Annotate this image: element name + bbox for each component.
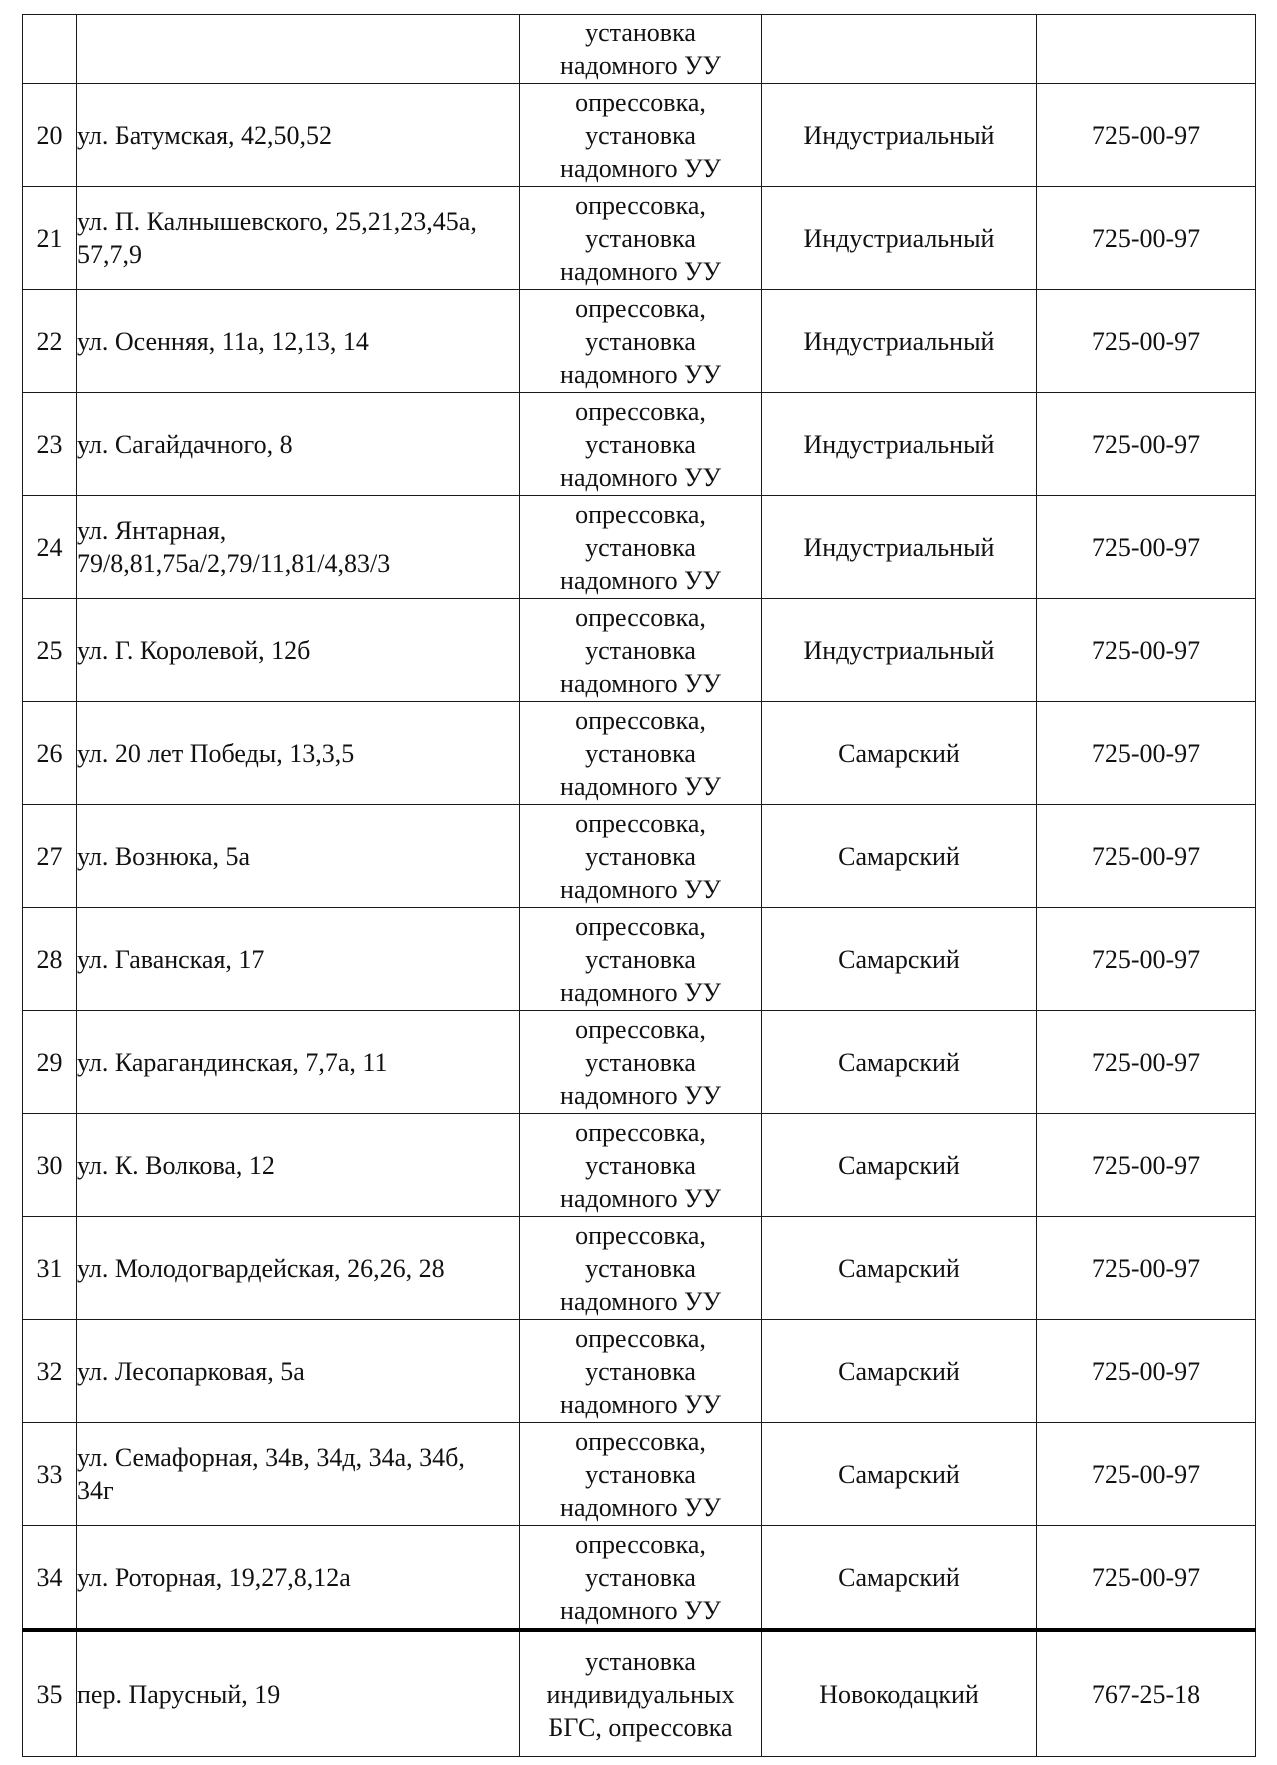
district-cell: [762, 805, 1037, 908]
address-line-1: ул. П. Калнышевского, 25,21,23,45а,: [77, 207, 477, 236]
row-number: 20: [36, 120, 63, 150]
phone: 725-00-97: [1091, 1562, 1201, 1592]
phone-cell: [1037, 84, 1256, 187]
district-cell: [762, 908, 1037, 1011]
work-type-cell: [520, 1526, 762, 1631]
phone-cell: [1037, 290, 1256, 393]
district: Самарский: [838, 1562, 960, 1592]
district-cell: [762, 393, 1037, 496]
work-line-1: опрессовка,: [575, 190, 706, 220]
work-type-cell: [520, 1630, 762, 1757]
row-number-cell: [23, 908, 77, 1011]
phone: 725-00-97: [1091, 1150, 1201, 1180]
row-number: 24: [36, 532, 63, 562]
work-type-cell: [520, 1423, 762, 1526]
table-row: [23, 1630, 1256, 1757]
work-line-2: установка: [585, 944, 696, 974]
work-line-1: опрессовка,: [575, 1426, 706, 1456]
work-line-2: надомного УУ: [560, 51, 721, 80]
address-line-2: 34г: [77, 1476, 114, 1505]
district-cell: [762, 1114, 1037, 1217]
district: Индустриальный: [803, 429, 995, 459]
address-cell: [77, 805, 520, 908]
phone-cell: [1037, 805, 1256, 908]
phone: 767-25-18: [1091, 1679, 1201, 1709]
phone: 725-00-97: [1091, 326, 1201, 356]
work-line-1: опрессовка,: [575, 1220, 706, 1250]
table-row: [23, 393, 1256, 496]
phone: 725-00-97: [1091, 738, 1201, 768]
work-line-1: опрессовка,: [575, 396, 706, 426]
work-line-1: установка: [585, 18, 696, 47]
work-line-1: опрессовка,: [575, 293, 706, 323]
work-type-cell: [520, 187, 762, 290]
work-line-2: установка: [585, 1150, 696, 1180]
address-cell: [77, 599, 520, 702]
phone-cell: [1037, 702, 1256, 805]
phone-cell: [1037, 187, 1256, 290]
work-line-2: установка: [585, 1562, 696, 1592]
district: Самарский: [838, 1459, 960, 1489]
row-number: 26: [36, 738, 63, 768]
work-type-cell: [520, 393, 762, 496]
district-cell: [762, 15, 1037, 84]
address-cell: [77, 1114, 520, 1217]
district: Самарский: [838, 841, 960, 871]
address-line-1: ул. Вознюка, 5а: [77, 841, 251, 871]
row-number-cell: [23, 15, 77, 84]
district: Индустриальный: [803, 326, 995, 356]
work-line-2: установка: [585, 532, 696, 562]
table-row: [23, 1320, 1256, 1423]
work-line-3: надомного УУ: [560, 462, 721, 492]
district-cell: [762, 1320, 1037, 1423]
phone-cell: [1037, 15, 1256, 84]
address-line-1: ул. Карагандинская, 7,7а, 11: [77, 1047, 388, 1077]
phone: 725-00-97: [1091, 429, 1201, 459]
phone: 725-00-97: [1091, 1356, 1201, 1386]
address-cell: [77, 290, 520, 393]
address-line-1: ул. Лесопарковая, 5а: [77, 1356, 305, 1386]
work-line-1: опрессовка,: [575, 808, 706, 838]
address-cell: [77, 393, 520, 496]
table-row: [23, 599, 1256, 702]
phone-cell: [1037, 496, 1256, 599]
district: Самарский: [838, 1047, 960, 1077]
work-line-2: установка: [585, 120, 696, 150]
work-type-cell: [520, 1320, 762, 1423]
schedule-table: [22, 14, 1256, 1757]
district-cell: [762, 1630, 1037, 1757]
work-line-2: установка: [585, 841, 696, 871]
work-type-cell: [520, 702, 762, 805]
row-number: 27: [36, 841, 63, 871]
work-line-2: установка: [585, 223, 696, 253]
work-line-1: опрессовка,: [575, 602, 706, 632]
work-type-cell: [520, 599, 762, 702]
work-line-1: опрессовка,: [575, 87, 706, 117]
row-number-cell: [23, 187, 77, 290]
row-number: 34: [36, 1562, 63, 1592]
work-type-cell: [520, 805, 762, 908]
phone: 725-00-97: [1091, 120, 1201, 150]
table-row: [23, 1423, 1256, 1526]
row-number: 23: [36, 429, 63, 459]
row-number-cell: [23, 1011, 77, 1114]
row-number-cell: [23, 702, 77, 805]
work-line-2: установка: [585, 1459, 696, 1489]
phone: 725-00-97: [1091, 1459, 1201, 1489]
district: Индустриальный: [803, 120, 995, 150]
row-number: 30: [36, 1150, 63, 1180]
address-cell: [77, 187, 520, 290]
work-type-cell: [520, 290, 762, 393]
district-cell: [762, 187, 1037, 290]
row-number-cell: [23, 1423, 77, 1526]
work-type-cell: [520, 1217, 762, 1320]
work-line-1: опрессовка,: [575, 1014, 706, 1044]
address-line-1: ул. Семафорная, 34в, 34д, 34а, 34б,: [77, 1443, 465, 1472]
phone-cell: [1037, 1630, 1256, 1757]
work-line-3: надомного УУ: [560, 565, 721, 595]
table-row: [23, 290, 1256, 393]
address-cell: [77, 1423, 520, 1526]
row-number: 35: [36, 1679, 63, 1709]
table-row: [23, 805, 1256, 908]
row-number-cell: [23, 1630, 77, 1757]
work-line-3: надомного УУ: [560, 1286, 721, 1316]
phone-cell: [1037, 1114, 1256, 1217]
district: Самарский: [838, 944, 960, 974]
phone: 725-00-97: [1091, 944, 1201, 974]
address-cell: [77, 1526, 520, 1631]
work-line-3: надомного УУ: [560, 668, 721, 698]
row-number: 25: [36, 635, 63, 665]
work-line-3: надомного УУ: [560, 1595, 721, 1625]
district-cell: [762, 1423, 1037, 1526]
district: Самарский: [838, 738, 960, 768]
district: Самарский: [838, 1253, 960, 1283]
address-cell: [77, 702, 520, 805]
district-cell: [762, 702, 1037, 805]
address-line-2: 79/8,81,75а/2,79/11,81/4,83/3: [77, 549, 391, 578]
address-cell: [77, 908, 520, 1011]
table-row: [23, 702, 1256, 805]
work-type-cell: [520, 15, 762, 84]
row-number-cell: [23, 1114, 77, 1217]
district-cell: [762, 496, 1037, 599]
work-line-2: установка: [585, 1356, 696, 1386]
work-line-1: опрессовка,: [575, 705, 706, 735]
address-cell: [77, 84, 520, 187]
row-number-cell: [23, 1526, 77, 1631]
district-cell: [762, 290, 1037, 393]
district-cell: [762, 1526, 1037, 1631]
district: Индустриальный: [803, 532, 995, 562]
phone: 725-00-97: [1091, 841, 1201, 871]
table-row: [23, 84, 1256, 187]
row-number: 21: [36, 223, 63, 253]
address-line-1: ул. К. Волкова, 12: [77, 1150, 275, 1180]
work-type-cell: [520, 1114, 762, 1217]
work-line-3: надомного УУ: [560, 359, 721, 389]
work-line-2: установка: [585, 1253, 696, 1283]
table-row: [23, 1114, 1256, 1217]
work-line-1: опрессовка,: [575, 499, 706, 529]
work-line-1: опрессовка,: [575, 1529, 706, 1559]
table-row: [23, 1526, 1256, 1631]
work-line-3: надомного УУ: [560, 1080, 721, 1110]
address-cell: [77, 1320, 520, 1423]
work-type-cell: [520, 1011, 762, 1114]
work-line-3: надомного УУ: [560, 1389, 721, 1419]
address-cell: [77, 1217, 520, 1320]
district-cell: [762, 1011, 1037, 1114]
phone-cell: [1037, 1423, 1256, 1526]
phone: 725-00-97: [1091, 1253, 1201, 1283]
district: Новокодацкий: [819, 1679, 979, 1709]
work-type-cell: [520, 496, 762, 599]
address-line-1: ул. Батумская, 42,50,52: [77, 120, 333, 150]
table-row: [23, 1011, 1256, 1114]
work-type-cell: [520, 84, 762, 187]
work-line-2: индивидуальных: [546, 1679, 735, 1709]
address-cell: [77, 1630, 520, 1757]
table-row: [23, 496, 1256, 599]
row-number: 33: [36, 1459, 63, 1489]
work-line-1: опрессовка,: [575, 1323, 706, 1353]
table-row: [23, 15, 1256, 84]
row-number: 28: [36, 944, 63, 974]
address-line-1: ул. 20 лет Победы, 13,3,5: [77, 738, 355, 768]
row-number: 22: [36, 326, 63, 356]
table-row: [23, 908, 1256, 1011]
work-type-cell: [520, 908, 762, 1011]
work-line-1: установка: [585, 1646, 696, 1676]
work-line-2: установка: [585, 429, 696, 459]
work-line-3: надомного УУ: [560, 977, 721, 1007]
work-line-3: надомного УУ: [560, 874, 721, 904]
address-line-1: ул. Осенняя, 11а, 12,13, 14: [77, 326, 369, 356]
row-number-cell: [23, 290, 77, 393]
district-cell: [762, 1217, 1037, 1320]
row-number-cell: [23, 1217, 77, 1320]
phone-cell: [1037, 908, 1256, 1011]
row-number-cell: [23, 496, 77, 599]
work-line-2: установка: [585, 738, 696, 768]
district: Самарский: [838, 1150, 960, 1180]
address-cell: [77, 15, 520, 84]
address-cell: [77, 496, 520, 599]
row-number-cell: [23, 599, 77, 702]
row-number: 31: [36, 1253, 63, 1283]
phone: 725-00-97: [1091, 635, 1201, 665]
work-line-2: установка: [585, 326, 696, 356]
row-number: 29: [36, 1047, 63, 1077]
work-line-3: надомного УУ: [560, 1492, 721, 1522]
row-number: 32: [36, 1356, 63, 1386]
district-cell: [762, 84, 1037, 187]
district: Самарский: [838, 1356, 960, 1386]
work-line-3: надомного УУ: [560, 771, 721, 801]
phone-cell: [1037, 1526, 1256, 1631]
work-line-3: БГС, опрессовка: [548, 1712, 733, 1742]
table-row: [23, 187, 1256, 290]
address-line-1: ул. Молодогвардейская, 26,26, 28: [77, 1253, 445, 1283]
address-line-1: ул. Сагайдачного, 8: [77, 429, 293, 459]
district: Индустриальный: [803, 635, 995, 665]
table-body: [23, 15, 1256, 1757]
work-line-3: надомного УУ: [560, 153, 721, 183]
work-line-3: надомного УУ: [560, 1183, 721, 1213]
address-line-1: ул. Янтарная,: [77, 516, 227, 545]
address-line-2: 57,7,9: [77, 240, 142, 269]
row-number-cell: [23, 805, 77, 908]
address-line-1: ул. Г. Королевой, 12б: [77, 635, 311, 665]
address-line-1: пер. Парусный, 19: [77, 1679, 281, 1709]
phone-cell: [1037, 393, 1256, 496]
district: Индустриальный: [803, 223, 995, 253]
work-line-1: опрессовка,: [575, 911, 706, 941]
phone-cell: [1037, 1217, 1256, 1320]
phone-cell: [1037, 1320, 1256, 1423]
row-number-cell: [23, 393, 77, 496]
address-line-1: ул. Гаванская, 17: [77, 944, 265, 974]
work-line-1: опрессовка,: [575, 1117, 706, 1147]
phone: 725-00-97: [1091, 1047, 1201, 1077]
phone-cell: [1037, 1011, 1256, 1114]
district-cell: [762, 599, 1037, 702]
address-cell: [77, 1011, 520, 1114]
address-line-1: ул. Роторная, 19,27,8,12а: [77, 1562, 351, 1592]
phone: 725-00-97: [1091, 223, 1201, 253]
work-line-2: установка: [585, 635, 696, 665]
row-number-cell: [23, 1320, 77, 1423]
work-line-3: надомного УУ: [560, 256, 721, 286]
row-number-cell: [23, 84, 77, 187]
phone: 725-00-97: [1091, 532, 1201, 562]
phone-cell: [1037, 599, 1256, 702]
table-row: [23, 1217, 1256, 1320]
work-line-2: установка: [585, 1047, 696, 1077]
